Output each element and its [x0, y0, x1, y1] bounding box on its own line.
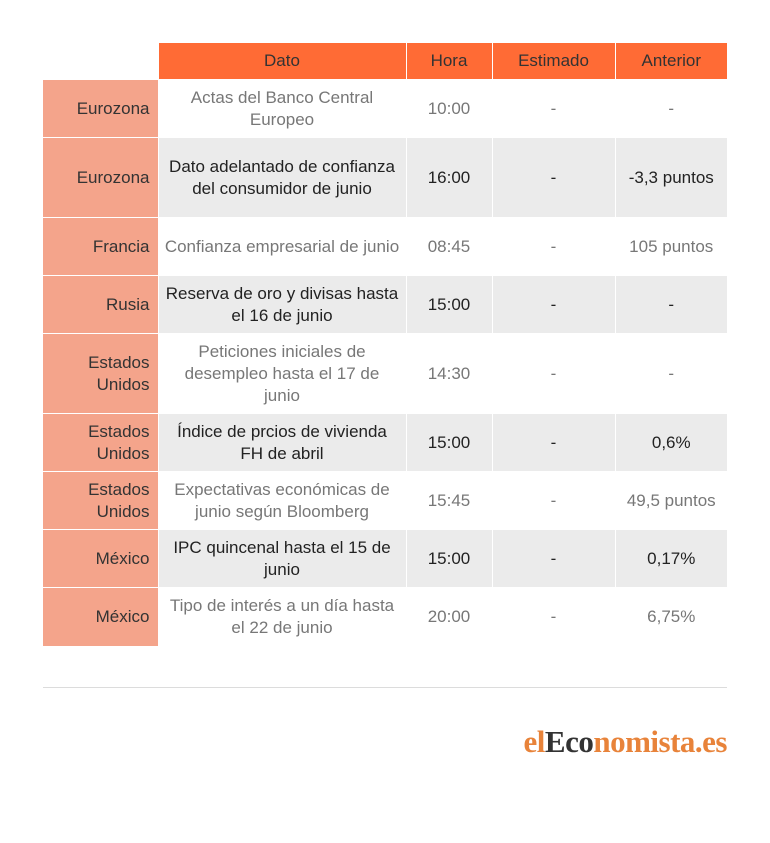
anterior-cell: -: [615, 276, 727, 334]
dato-cell: Actas del Banco Central Europeo: [158, 80, 406, 138]
table-row: [43, 472, 727, 530]
hora-cell: 15:00: [406, 530, 492, 588]
anterior-cell: -: [615, 80, 727, 138]
economic-calendar-table: [43, 43, 727, 646]
header-dato: Dato: [158, 43, 406, 80]
anterior-cell: 6,75%: [615, 588, 727, 646]
anterior-cell: 49,5 puntos: [615, 472, 727, 530]
estimado-cell: -: [492, 80, 615, 138]
hora-cell: 15:00: [406, 276, 492, 334]
dato-cell: Tipo de interés a un día hasta el 22 de junio: [158, 588, 406, 646]
footer-divider: [43, 687, 727, 688]
country-cell: México: [43, 588, 158, 646]
logo-brand-accent: nomista.es: [593, 724, 727, 759]
table-row: [43, 530, 727, 588]
hora-cell: 16:00: [406, 138, 492, 218]
estimado-cell: -: [492, 472, 615, 530]
table-row: [43, 334, 727, 414]
table-row: [43, 218, 727, 276]
header-hora: Hora: [406, 43, 492, 80]
country-cell: Estados Unidos: [43, 414, 158, 472]
country-cell: Rusia: [43, 276, 158, 334]
table-row: [43, 138, 727, 218]
country-cell: Eurozona: [43, 80, 158, 138]
anterior-cell: 105 puntos: [615, 218, 727, 276]
table-row: [43, 80, 727, 138]
estimado-cell: -: [492, 414, 615, 472]
table-row: [43, 588, 727, 646]
anterior-cell: -3,3 puntos: [615, 138, 727, 218]
header-estimado: Estimado: [492, 43, 615, 80]
dato-cell: Índice de prcios de vivienda FH de abril: [158, 414, 406, 472]
estimado-cell: -: [492, 218, 615, 276]
eleconomista-logo: [524, 724, 727, 760]
dato-cell: Reserva de oro y divisas hasta el 16 de junio: [158, 276, 406, 334]
country-cell: Eurozona: [43, 138, 158, 218]
country-cell: México: [43, 530, 158, 588]
dato-cell: Confianza empresarial de junio: [158, 218, 406, 276]
hora-cell: 15:00: [406, 414, 492, 472]
table-row: [43, 276, 727, 334]
estimado-cell: -: [492, 138, 615, 218]
estimado-cell: -: [492, 530, 615, 588]
header-anterior: Anterior: [615, 43, 727, 80]
hora-cell: 15:45: [406, 472, 492, 530]
header-row: [43, 43, 727, 80]
header-corner: [43, 43, 158, 80]
anterior-cell: 0,17%: [615, 530, 727, 588]
dato-cell: Peticiones iniciales de desempleo hasta el 17 de junio: [158, 334, 406, 414]
estimado-cell: -: [492, 334, 615, 414]
anterior-cell: 0,6%: [615, 414, 727, 472]
country-cell: Estados Unidos: [43, 472, 158, 530]
dato-cell: IPC quincenal hasta el 15 de junio: [158, 530, 406, 588]
country-cell: Francia: [43, 218, 158, 276]
logo-brand-dark: Eco: [544, 724, 594, 759]
dato-cell: Expectativas económicas de junio según Bloomberg: [158, 472, 406, 530]
hora-cell: 14:30: [406, 334, 492, 414]
logo-prefix: el: [523, 724, 545, 759]
estimado-cell: -: [492, 588, 615, 646]
table-row: [43, 414, 727, 472]
hora-cell: 20:00: [406, 588, 492, 646]
hora-cell: 10:00: [406, 80, 492, 138]
hora-cell: 08:45: [406, 218, 492, 276]
anterior-cell: -: [615, 334, 727, 414]
estimado-cell: -: [492, 276, 615, 334]
country-cell: Estados Unidos: [43, 334, 158, 414]
dato-cell: Dato adelantado de confianza del consumidor de junio: [158, 138, 406, 218]
